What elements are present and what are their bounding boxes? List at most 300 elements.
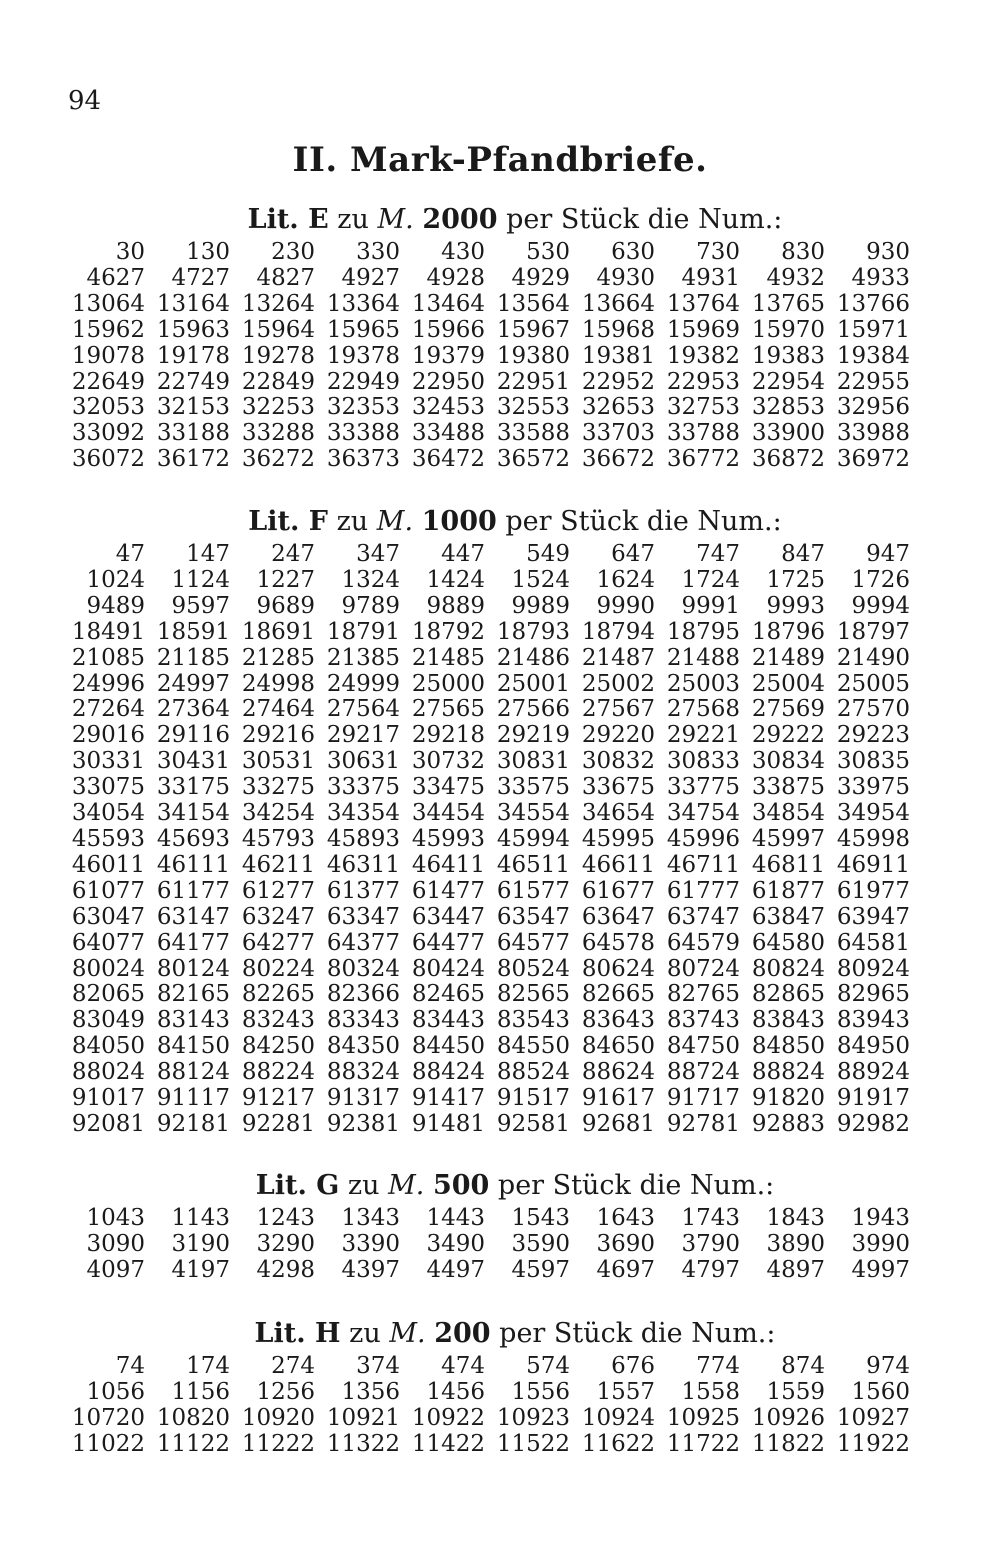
number-cell: 15963 (156, 316, 230, 343)
number-cell: 92982 (836, 1110, 910, 1137)
number-cell: 92381 (326, 1110, 400, 1137)
number-cell: 45993 (411, 825, 485, 852)
number-cell: 91717 (666, 1085, 740, 1112)
number-cell: 46011 (71, 851, 145, 878)
number-cell: 15962 (71, 316, 145, 343)
number-cell: 88824 (751, 1059, 825, 1086)
number-cell: 830 (781, 239, 825, 265)
number-cell: 88624 (581, 1059, 655, 1086)
number-cell: 92581 (496, 1110, 570, 1137)
number-cell: 274 (271, 1353, 315, 1379)
number-cell: 33375 (326, 774, 400, 801)
currency-label: M. (376, 506, 414, 537)
number-cell: 27568 (666, 696, 740, 723)
number-cell: 1124 (171, 566, 230, 593)
number-cell: 4197 (171, 1256, 230, 1283)
number-cell: 27264 (71, 696, 145, 723)
number-cell: 21488 (666, 644, 740, 671)
number-cell: 13764 (666, 290, 740, 317)
number-cell: 80924 (836, 955, 910, 982)
number-cell: 92681 (581, 1110, 655, 1137)
number-cell: 22951 (496, 368, 570, 395)
number-cell: 15966 (411, 316, 485, 343)
number-cell: 83443 (411, 1007, 485, 1034)
number-cell: 82065 (71, 981, 145, 1008)
number-cell: 24999 (326, 670, 400, 697)
number-cell: 91820 (751, 1085, 825, 1112)
number-cell: 24996 (71, 670, 145, 697)
number-cell: 33388 (326, 420, 400, 447)
number-cell: 930 (866, 239, 910, 265)
number-cell: 4627 (86, 264, 145, 291)
number-cell: 11022 (71, 1430, 145, 1457)
number-cell: 30835 (836, 748, 910, 775)
number-cell: 84650 (581, 1033, 655, 1060)
number-cell: 80224 (241, 955, 315, 982)
number-cell: 4933 (851, 264, 910, 291)
number-cell: 29116 (156, 722, 230, 749)
number-cell: 46611 (581, 851, 655, 878)
number-cell: 1056 (86, 1378, 145, 1405)
section-header (30, 502, 1000, 542)
number-cell: 64579 (666, 929, 740, 956)
number-cell: 874 (781, 1353, 825, 1379)
number-cell: 19378 (326, 342, 400, 369)
section-lit-h (0, 1314, 1000, 1458)
number-cell: 22949 (326, 368, 400, 395)
number-cell: 80724 (666, 955, 740, 982)
number-cell: 18791 (326, 618, 400, 645)
number-cell: 15971 (836, 316, 910, 343)
number-cell: 25004 (751, 670, 825, 697)
number-cell: 22649 (71, 368, 145, 395)
number-cell: 36872 (751, 446, 825, 473)
number-cell: 91317 (326, 1085, 400, 1112)
number-cell: 33988 (836, 420, 910, 447)
number-cell: 80624 (581, 955, 655, 982)
number-cell: 22849 (241, 368, 315, 395)
number-cell: 80824 (751, 955, 825, 982)
number-cell: 82465 (411, 981, 485, 1008)
number-cell: 64377 (326, 929, 400, 956)
number-cell: 47 (115, 541, 145, 567)
number-cell: 63747 (666, 903, 740, 930)
currency-label: M. (389, 1318, 426, 1349)
number-cell: 74 (115, 1353, 145, 1379)
suffix-label: per Stück die Num.: (499, 1318, 776, 1349)
number-cell: 21385 (326, 644, 400, 671)
number-cell: 10923 (496, 1404, 570, 1431)
number-cell: 27570 (836, 696, 910, 723)
number-cell: 11222 (241, 1430, 315, 1457)
number-cell: 21486 (496, 644, 570, 671)
number-cell: 61277 (241, 877, 315, 904)
number-cell: 1343 (341, 1205, 400, 1231)
number-cell: 30831 (496, 748, 570, 775)
number-cell: 63547 (496, 903, 570, 930)
number-cell: 84850 (751, 1033, 825, 1060)
number-cell: 82565 (496, 981, 570, 1008)
number-cell: 1024 (86, 566, 145, 593)
number-cell: 25001 (496, 670, 570, 697)
number-cell: 33175 (156, 774, 230, 801)
number-cell: 19384 (836, 342, 910, 369)
number-cell: 27569 (751, 696, 825, 723)
number-cell: 18797 (836, 618, 910, 645)
number-cell: 32453 (411, 394, 485, 421)
number-cell: 33075 (71, 774, 145, 801)
number-cell: 18794 (581, 618, 655, 645)
number-cell: 32653 (581, 394, 655, 421)
number-cell: 36172 (156, 446, 230, 473)
number-cell: 4397 (341, 1256, 400, 1283)
number-cell: 36672 (581, 446, 655, 473)
number-cell: 747 (696, 541, 740, 567)
number-cell: 84250 (241, 1033, 315, 1060)
number-cell: 36272 (241, 446, 315, 473)
number-cell: 22952 (581, 368, 655, 395)
number-cell: 30 (115, 239, 145, 265)
number-cell: 4931 (681, 264, 740, 291)
number-cell: 21489 (751, 644, 825, 671)
number-cell: 64581 (836, 929, 910, 956)
number-cell: 45998 (836, 825, 910, 852)
currency-label: M. (388, 1170, 425, 1201)
number-cell: 29221 (666, 722, 740, 749)
number-cell: 21485 (411, 644, 485, 671)
number-cell: 61677 (581, 877, 655, 904)
number-cell: 1724 (681, 566, 740, 593)
number-cell: 92781 (666, 1110, 740, 1137)
number-cell: 64477 (411, 929, 485, 956)
number-cell: 30832 (581, 748, 655, 775)
number-cell: 130 (186, 239, 230, 265)
number-cell: 61777 (666, 877, 740, 904)
number-cell: 13664 (581, 290, 655, 317)
number-cell: 36373 (326, 446, 400, 473)
number-cell: 1560 (851, 1378, 910, 1405)
number-cell: 64277 (241, 929, 315, 956)
number-cell: 91517 (496, 1085, 570, 1112)
number-cell: 61377 (326, 877, 400, 904)
number-cell: 64580 (751, 929, 825, 956)
number-cell: 19278 (241, 342, 315, 369)
number-cell: 730 (696, 239, 740, 265)
number-cell: 25000 (411, 670, 485, 697)
number-cell: 1559 (766, 1378, 825, 1405)
lit-label: Lit. G (255, 1170, 340, 1201)
number-cell: 9994 (851, 592, 910, 619)
number-cell: 19178 (156, 342, 230, 369)
number-cell: 574 (526, 1353, 570, 1379)
number-cell: 11722 (666, 1430, 740, 1457)
number-cell: 3190 (171, 1230, 230, 1257)
number-grid (70, 1206, 920, 1284)
lit-label: Lit. E (247, 204, 329, 235)
number-cell: 1558 (681, 1378, 740, 1405)
number-cell: 30732 (411, 748, 485, 775)
number-cell: 3790 (681, 1230, 740, 1257)
number-cell: 21185 (156, 644, 230, 671)
number-cell: 22953 (666, 368, 740, 395)
number-cell: 19380 (496, 342, 570, 369)
number-cell: 30431 (156, 748, 230, 775)
number-cell: 530 (526, 239, 570, 265)
number-cell: 13765 (751, 290, 825, 317)
number-cell: 13464 (411, 290, 485, 317)
number-cell: 80524 (496, 955, 570, 982)
section-header (30, 1314, 1000, 1354)
number-cell: 474 (441, 1353, 485, 1379)
number-cell: 63447 (411, 903, 485, 930)
number-cell: 33788 (666, 420, 740, 447)
number-cell: 33675 (581, 774, 655, 801)
number-cell: 10925 (666, 1404, 740, 1431)
number-cell: 18591 (156, 618, 230, 645)
number-cell: 83743 (666, 1007, 740, 1034)
number-cell: 174 (186, 1353, 230, 1379)
number-cell: 92081 (71, 1110, 145, 1137)
number-cell: 11522 (496, 1430, 570, 1457)
number-cell: 92181 (156, 1110, 230, 1137)
number-cell: 21487 (581, 644, 655, 671)
number-cell: 22954 (751, 368, 825, 395)
number-cell: 21490 (836, 644, 910, 671)
number-cell: 64177 (156, 929, 230, 956)
number-cell: 4097 (86, 1256, 145, 1283)
number-cell: 63047 (71, 903, 145, 930)
number-cell: 1143 (171, 1205, 230, 1231)
number-cell: 13264 (241, 290, 315, 317)
suffix-label: per Stück die Num.: (506, 204, 783, 235)
number-cell: 549 (526, 541, 570, 567)
number-cell: 88124 (156, 1059, 230, 1086)
number-cell: 45893 (326, 825, 400, 852)
number-cell: 15965 (326, 316, 400, 343)
number-cell: 29016 (71, 722, 145, 749)
number-cell: 247 (271, 541, 315, 567)
number-cell: 18796 (751, 618, 825, 645)
number-cell: 33775 (666, 774, 740, 801)
number-cell: 630 (611, 239, 655, 265)
number-cell: 83143 (156, 1007, 230, 1034)
number-cell: 34954 (836, 800, 910, 827)
zu-label: zu (336, 506, 369, 537)
number-cell: 83243 (241, 1007, 315, 1034)
number-cell: 83543 (496, 1007, 570, 1034)
number-cell: 15968 (581, 316, 655, 343)
number-cell: 1243 (256, 1205, 315, 1231)
number-cell: 1156 (171, 1378, 230, 1405)
number-cell: 88024 (71, 1059, 145, 1086)
number-cell: 88224 (241, 1059, 315, 1086)
number-cell: 11422 (411, 1430, 485, 1457)
number-cell: 4928 (426, 264, 485, 291)
number-cell: 84950 (836, 1033, 910, 1060)
number-cell: 61077 (71, 877, 145, 904)
number-cell: 46111 (156, 851, 230, 878)
number-cell: 11322 (326, 1430, 400, 1457)
number-cell: 13766 (836, 290, 910, 317)
number-cell: 3890 (766, 1230, 825, 1257)
number-cell: 92883 (751, 1110, 825, 1137)
number-cell: 33275 (241, 774, 315, 801)
number-cell: 19383 (751, 342, 825, 369)
number-cell: 64077 (71, 929, 145, 956)
number-cell: 80124 (156, 955, 230, 982)
number-cell: 10926 (751, 1404, 825, 1431)
number-cell: 9990 (596, 592, 655, 619)
number-cell: 10720 (71, 1404, 145, 1431)
number-cell: 46211 (241, 851, 315, 878)
section-lit-g (0, 1166, 1000, 1284)
number-cell: 19382 (666, 342, 740, 369)
number-cell: 46511 (496, 851, 570, 878)
number-cell: 45996 (666, 825, 740, 852)
number-cell: 27364 (156, 696, 230, 723)
number-cell: 34254 (241, 800, 315, 827)
number-cell: 3290 (256, 1230, 315, 1257)
amount-label: 1000 (421, 506, 497, 537)
number-cell: 11822 (751, 1430, 825, 1457)
number-cell: 947 (866, 541, 910, 567)
number-cell: 82965 (836, 981, 910, 1008)
number-cell: 29219 (496, 722, 570, 749)
number-cell: 1227 (256, 566, 315, 593)
number-cell: 61877 (751, 877, 825, 904)
number-cell: 82165 (156, 981, 230, 1008)
number-cell: 1725 (766, 566, 825, 593)
number-cell: 4298 (256, 1256, 315, 1283)
number-cell: 1943 (851, 1205, 910, 1231)
number-cell: 63947 (836, 903, 910, 930)
number-cell: 10922 (411, 1404, 485, 1431)
number-cell: 46911 (836, 851, 910, 878)
number-cell: 1456 (426, 1378, 485, 1405)
number-cell: 91617 (581, 1085, 655, 1112)
number-cell: 10820 (156, 1404, 230, 1431)
number-cell: 33900 (751, 420, 825, 447)
number-cell: 4927 (341, 264, 400, 291)
number-cell: 83343 (326, 1007, 400, 1034)
number-cell: 13164 (156, 290, 230, 317)
number-cell: 82265 (241, 981, 315, 1008)
number-cell: 88324 (326, 1059, 400, 1086)
number-cell: 4932 (766, 264, 825, 291)
number-cell: 92281 (241, 1110, 315, 1137)
number-cell: 33092 (71, 420, 145, 447)
number-cell: 18792 (411, 618, 485, 645)
number-cell: 46311 (326, 851, 400, 878)
number-cell: 84150 (156, 1033, 230, 1060)
number-cell: 46711 (666, 851, 740, 878)
number-cell: 9789 (341, 592, 400, 619)
zu-label: zu (347, 1170, 380, 1201)
number-cell: 374 (356, 1353, 400, 1379)
number-cell: 4697 (596, 1256, 655, 1283)
number-cell: 61977 (836, 877, 910, 904)
number-cell: 33975 (836, 774, 910, 801)
number-cell: 15964 (241, 316, 315, 343)
number-cell: 61177 (156, 877, 230, 904)
number-cell: 19381 (581, 342, 655, 369)
number-grid (70, 1354, 920, 1458)
number-cell: 61477 (411, 877, 485, 904)
suffix-label: per Stück die Num.: (505, 506, 782, 537)
number-cell: 32956 (836, 394, 910, 421)
number-cell: 22955 (836, 368, 910, 395)
number-cell: 13564 (496, 290, 570, 317)
number-cell: 29217 (326, 722, 400, 749)
number-cell: 147 (186, 541, 230, 567)
number-cell: 32553 (496, 394, 570, 421)
number-cell: 33703 (581, 420, 655, 447)
number-cell: 30631 (326, 748, 400, 775)
number-cell: 9597 (171, 592, 230, 619)
number-cell: 29216 (241, 722, 315, 749)
zu-label: zu (337, 204, 369, 235)
number-cell: 30531 (241, 748, 315, 775)
number-cell: 45793 (241, 825, 315, 852)
number-cell: 88424 (411, 1059, 485, 1086)
number-cell: 91417 (411, 1085, 485, 1112)
number-cell: 33575 (496, 774, 570, 801)
number-cell: 25005 (836, 670, 910, 697)
number-cell: 91017 (71, 1085, 145, 1112)
number-cell: 34354 (326, 800, 400, 827)
number-cell: 3590 (511, 1230, 570, 1257)
number-cell: 32253 (241, 394, 315, 421)
number-cell: 80024 (71, 955, 145, 982)
number-cell: 30833 (666, 748, 740, 775)
number-cell: 84050 (71, 1033, 145, 1060)
number-cell: 45995 (581, 825, 655, 852)
number-cell: 10921 (326, 1404, 400, 1431)
number-cell: 9991 (681, 592, 740, 619)
number-cell: 1256 (256, 1378, 315, 1405)
number-cell: 1843 (766, 1205, 825, 1231)
number-cell: 9989 (511, 592, 570, 619)
number-cell: 91917 (836, 1085, 910, 1112)
number-cell: 45994 (496, 825, 570, 852)
amount-label: 200 (434, 1318, 491, 1349)
number-cell: 83049 (71, 1007, 145, 1034)
number-cell: 19078 (71, 342, 145, 369)
number-cell: 11622 (581, 1430, 655, 1457)
number-cell: 34854 (751, 800, 825, 827)
number-cell: 34554 (496, 800, 570, 827)
number-cell: 32353 (326, 394, 400, 421)
number-cell: 9689 (256, 592, 315, 619)
number-cell: 83943 (836, 1007, 910, 1034)
number-cell: 1726 (851, 566, 910, 593)
number-cell: 84750 (666, 1033, 740, 1060)
number-cell: 27464 (241, 696, 315, 723)
number-cell: 46411 (411, 851, 485, 878)
amount-label: 2000 (422, 204, 498, 235)
amount-label: 500 (432, 1170, 490, 1201)
number-cell: 4897 (766, 1256, 825, 1283)
number-cell: 4827 (256, 264, 315, 291)
number-cell: 15970 (751, 316, 825, 343)
suffix-label: per Stück die Num.: (497, 1170, 775, 1201)
number-cell: 29223 (836, 722, 910, 749)
number-cell: 430 (441, 239, 485, 265)
page-title: II. Mark-Pfandbriefe. (292, 140, 708, 180)
number-cell: 4929 (511, 264, 570, 291)
number-cell: 15967 (496, 316, 570, 343)
number-cell: 676 (611, 1353, 655, 1379)
